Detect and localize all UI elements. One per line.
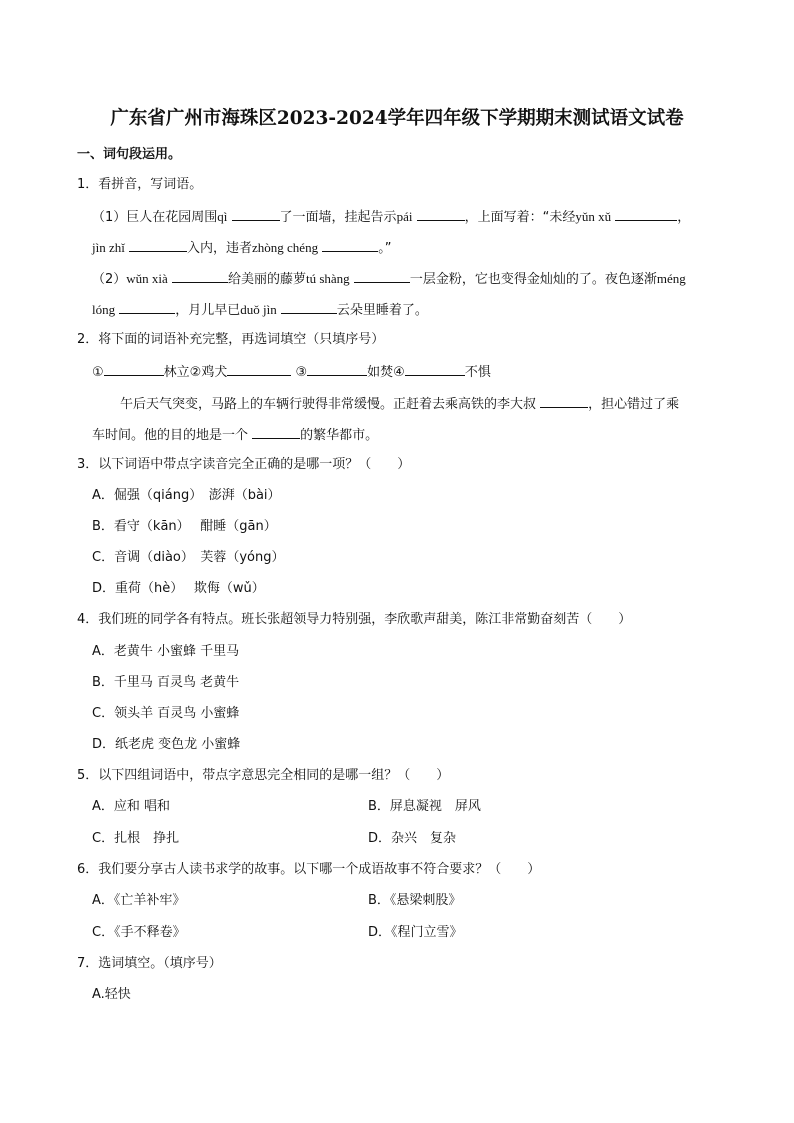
answer-blank[interactable] [104,362,164,376]
pinyin-tushang: tú shàng [305,271,350,286]
q1-stem: 1．看拼音，写词语。 [77,177,203,192]
q1-line3 [92,269,686,289]
q3-option-a[interactable]: A．倔强（qiáng） 澎湃（bài） [92,488,281,503]
q2-idiom-row [92,362,491,382]
paragraph-text: 的繁华都市。 [300,428,379,443]
q6-option-c[interactable]: C．《手不释卷》 [92,925,186,940]
q1-text-2b: 给美丽的藤萝 [227,272,306,287]
pinyin-zhongcheng: zhòng chéng [252,240,319,255]
q4-option-c[interactable]: C．领头羊 百灵鸟 小蜜蜂 [92,706,240,721]
q1-text-1c: ，上面写着：“未经 [464,210,576,225]
answer-blank[interactable] [252,425,300,439]
idiom-number: ① [92,365,104,380]
answer-blank[interactable] [232,207,280,221]
q1-text-2d: ，月儿早已 [175,303,241,318]
pinyin-duojin: duǒ jìn [240,302,277,317]
section-heading: 一、词句段运用。 [77,147,182,162]
q3-option-c[interactable]: C．音调（diào） 芙蓉（yóng） [92,550,285,565]
q5-option-d[interactable]: D．杂兴 复杂 [368,831,457,846]
answer-blank[interactable] [417,207,465,221]
q5-stem: 5．以下四组词语中，带点字意思完全相同的是哪一组？（ ） [77,768,450,783]
q6-stem: 6．我们要分享古人读书求学的故事。以下哪一个成语故事不符合要求？（ ） [77,862,541,877]
idiom-number: ④ [393,365,405,380]
page-title: 广东省广州市海珠区2023-2024学年四年级下学期期末测试语文试卷 [110,108,684,129]
answer-blank[interactable] [354,269,410,283]
answer-blank[interactable] [172,269,228,283]
idiom-word: 不惧 [464,365,491,380]
answer-blank[interactable] [227,362,291,376]
q1-text-1a: （1）巨人在花园周围 [92,210,218,225]
idiom-number: ② [189,365,202,380]
q2-stem: 2．将下面的词语补充完整，再选词填空（只填序号） [77,332,385,347]
answer-blank[interactable] [307,362,367,376]
q2-paragraph-line1 [120,394,679,414]
q1-line4 [92,300,428,320]
q5-option-a[interactable]: A．应和 唱和 [92,799,171,814]
q5-option-b[interactable]: B．屏息凝视 屏风 [368,799,481,814]
pinyin-yunxu: yǔn xǔ [575,209,612,224]
answer-blank[interactable] [615,207,677,221]
q1-line1 [92,207,690,227]
q1-line2 [92,238,391,258]
idiom-number: ③ [295,365,308,380]
pinyin-long: lóng [92,302,116,317]
pinyin-jinzhi: jìn zhǐ [92,240,125,255]
q1-text-1b: 了一面墙，挂起告示 [279,210,397,225]
q3-option-b[interactable]: B．看守（kān） 酣睡（gān） [92,519,277,534]
answer-blank[interactable] [405,362,465,376]
q6-option-a[interactable]: A．《亡羊补牢》 [92,893,186,908]
answer-blank[interactable] [322,238,378,252]
q4-option-b[interactable]: B．千里马 百灵鸟 老黄牛 [92,675,240,690]
q7-option-a: A.轻快 [92,987,131,1002]
q1-text-2a: （2） [92,272,127,287]
answer-blank[interactable] [540,394,588,408]
idiom-word: 如焚 [367,365,394,380]
q1-text-1f: 。” [378,241,392,256]
idiom-word: 林立 [163,365,190,380]
q3-stem: 3．以下词语中带点字读音完全正确的是哪一项？（ ） [77,457,411,472]
pinyin-wuxia: wǔn xià [126,271,168,286]
q1-text-2e: 云朵里睡着了。 [336,303,428,318]
q4-option-a[interactable]: A．老黄牛 小蜜蜂 千里马 [92,644,240,659]
paragraph-text: 车时间。他的目的地是一个 [92,428,249,443]
paragraph-text: ，担心错过了乘 [588,397,680,412]
q2-paragraph-line2 [92,425,378,445]
q1-text-1d: ， [677,210,691,225]
q5-option-c[interactable]: C．扎根 挣扎 [92,831,180,846]
q6-option-b[interactable]: B．《悬梁刺股》 [368,893,462,908]
q7-stem: 7．选词填空。（填序号） [77,956,222,971]
q3-option-d[interactable]: D．重荷（hè） 欺侮（wǔ） [92,581,265,596]
answer-blank[interactable] [129,238,187,252]
q6-option-d[interactable]: D．《程门立雪》 [368,925,463,940]
q4-option-d[interactable]: D．纸老虎 变色龙 小蜜蜂 [92,737,241,752]
pinyin-qi: qì [217,209,228,224]
q1-text-2c: 一层金粉，它也变得金灿灿的了。夜色逐渐 [409,272,657,287]
pinyin-pai: pái [396,209,413,224]
answer-blank[interactable] [119,300,175,314]
idiom-word: 鸡犬 [201,365,228,380]
q4-stem: 4．我们班的同学各有特点。班长张超领导力特别强，李欣歌声甜美，陈江非常勤奋刻苦（ ） [77,612,632,627]
answer-blank[interactable] [281,300,337,314]
q1-text-1e: 入内，违者 [187,241,253,256]
pinyin-meng: méng [656,271,686,286]
paragraph-text: 午后天气突变，马路上的车辆行驶得非常缓慢。正赶着去乘高铁的李大叔 [120,397,537,412]
